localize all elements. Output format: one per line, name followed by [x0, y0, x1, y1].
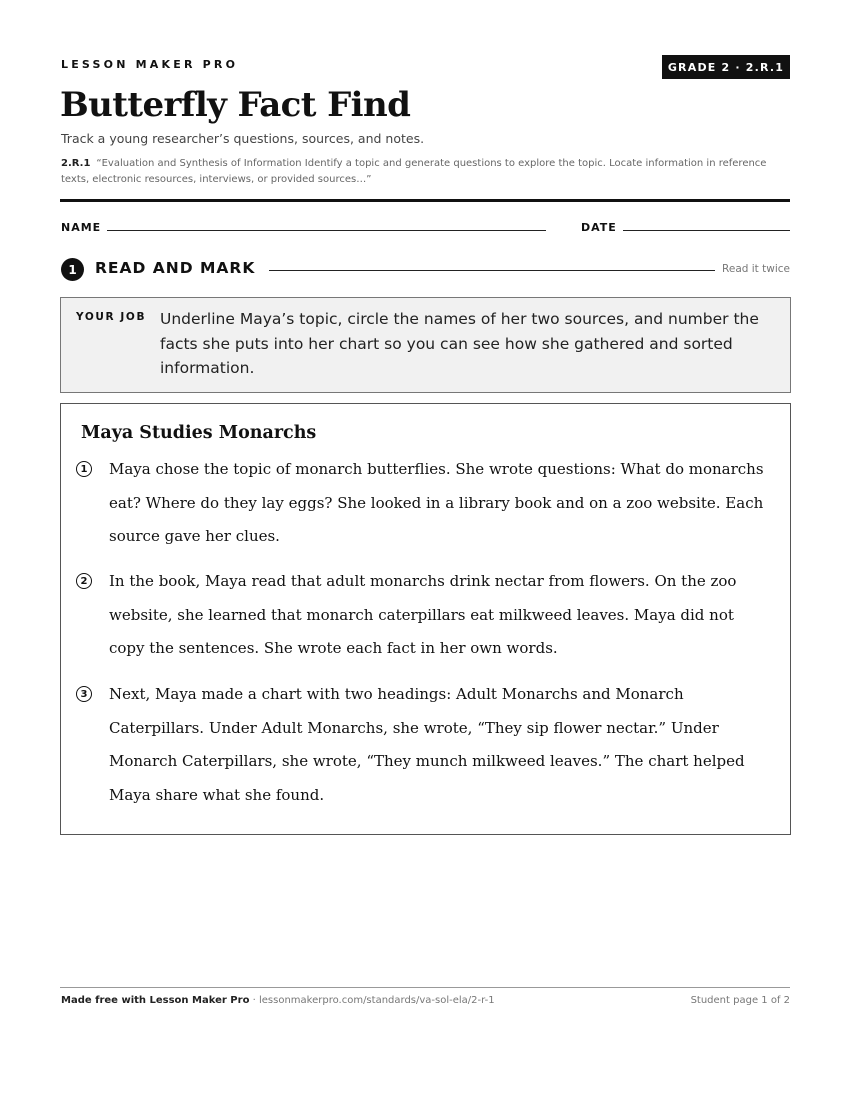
paragraph-text: Maya chose the topic of monarch butterflies. She wrote questions: What do monarchs eat? Where do they lay eggs? She looked in a library book and on a zoo website. Each source gave her clues. — [109, 460, 764, 545]
section-note: Read it twice — [722, 263, 790, 275]
footer-url[interactable]: · lessonmakerpro.com/standards/va-sol-ela/2-r-1 — [249, 995, 495, 1006]
paragraph-number: 1 — [76, 461, 92, 477]
standard-description — [61, 156, 776, 188]
standard-text: “Evaluation and Synthesis of Information Identify a topic and generate questions to explore the topic. Locate information in reference texts, electronic resources, interviews, or provided sources…” — [61, 158, 767, 185]
date-label: DATE — [581, 221, 617, 234]
date-field-line[interactable] — [623, 230, 790, 231]
paragraph-text: Next, Maya made a chart with two headings: Adult Monarchs and Monarch Caterpillars. Under Adult Monarchs, she wrote, “They sip flower nectar.” Under Monarch Caterpillars, she wrote, “They munch milkweed leaves.” The chart helped Maya share what she found. — [109, 685, 745, 804]
section-divider — [269, 270, 715, 271]
footer-divider — [60, 987, 790, 988]
standard-code: 2.R.1 — [61, 158, 91, 169]
paragraph-number: 2 — [76, 573, 92, 589]
brand-name: LESSON MAKER PRO — [61, 58, 239, 71]
section-title: READ AND MARK — [95, 259, 256, 277]
paragraph-text: In the book, Maya read that adult monarchs drink nectar from flowers. On the zoo website, she learned that monarch caterpillars eat milkweed leaves. Maya did not copy the sentences. She wrote each fact in her own words. — [109, 572, 737, 657]
page-subtitle: Track a young researcher’s questions, sources, and notes. — [61, 131, 425, 146]
your-job-label: YOUR JOB — [76, 311, 147, 323]
footer-made-with: Made free with Lesson Maker Pro — [61, 995, 250, 1006]
footer-credit — [61, 995, 495, 1006]
page-title: Butterfly Fact Find — [60, 85, 411, 125]
grade-badge: GRADE 2 · 2.R.1 — [662, 55, 790, 79]
section-number-badge: 1 — [61, 258, 84, 281]
passage-title: Maya Studies Monarchs — [81, 423, 317, 443]
your-job-box — [60, 297, 791, 393]
name-field-line[interactable] — [107, 230, 546, 231]
name-label: NAME — [61, 221, 102, 234]
your-job-text: Underline Maya’s topic, circle the names of her two sources, and number the facts she puts into her chart so you can see how she gathered and sorted information. — [160, 310, 759, 377]
passage-box — [60, 403, 791, 835]
footer-page-number: Student page 1 of 2 — [690, 995, 790, 1006]
header-divider — [60, 199, 790, 202]
paragraph-number: 3 — [76, 686, 92, 702]
